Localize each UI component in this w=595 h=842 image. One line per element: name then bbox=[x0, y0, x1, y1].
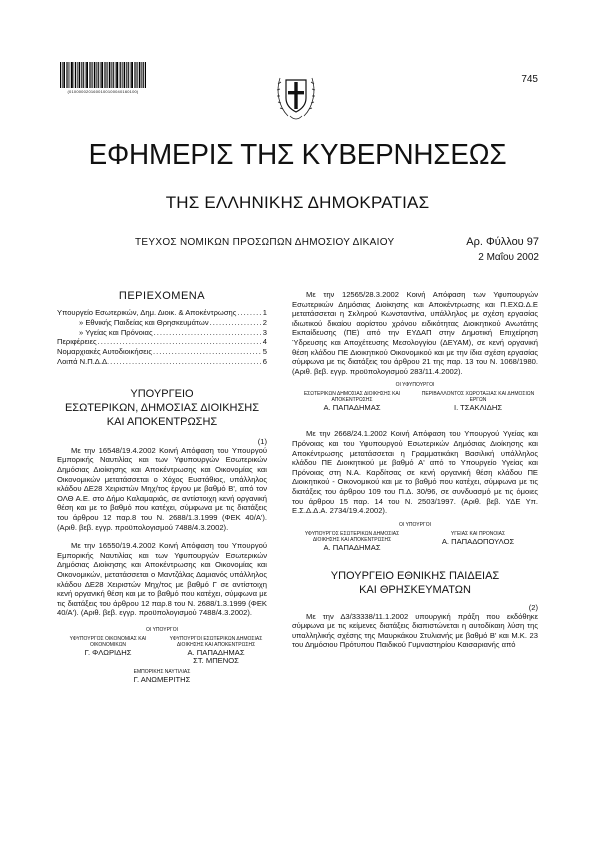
signer-name: Γ. ΑΝΩΜΕΡΙΤΗΣ bbox=[133, 674, 191, 684]
toc-row bbox=[57, 318, 267, 328]
toc-row bbox=[57, 337, 267, 347]
signatures-title: ΟΙ ΥΠΟΥΡΓΟΙ bbox=[146, 626, 178, 633]
section-heading-line: ΚΑΙ ΘΡΗΣΚΕΥΜΑΤΩΝ bbox=[359, 583, 471, 596]
toc-page: 4 bbox=[262, 337, 267, 347]
signer-name: ΣΤ. ΜΠΕΝΟΣ bbox=[193, 655, 239, 665]
toc-page: 1 bbox=[262, 308, 267, 317]
toc-label: » Υγείας και Πρόνοιας bbox=[79, 327, 153, 337]
toc-page: 3 bbox=[262, 327, 267, 337]
toc-list bbox=[57, 308, 267, 367]
section-heading-line: ΚΑΙ ΑΠΟΚΕΝΤΡΩΣΗΣ bbox=[106, 415, 218, 428]
coat-of-arms-icon bbox=[272, 66, 320, 124]
toc-page: 5 bbox=[262, 347, 267, 357]
gazette-subtitle: ΤΗΣ ΕΛΛΗΝΙΚΗΣ ΔΗΜΟΚΡΑΤΙΑΣ bbox=[165, 193, 430, 212]
signatures-block bbox=[292, 531, 538, 553]
signer-name: Α. ΠΑΠΑΔΗΜΑΣ bbox=[323, 542, 381, 552]
decision-paragraph: Με την 16550/19.4.2002 Κοινή Απόφαση του Υπουργού Εμπορικής Ναυτιλίας και των Υφυπουργών Εσωτερικών Δημόσιας Διοίκησης και Αποκέντρωσης και Οικονομίας και Οικονομικών, μετατάσσεται ο Μαντζάλας Δαμιανός υπάλληλος κλάδου ΔΕ28 Χειριστών Μηχ/τος με βαθμό Γ σε αντίστοιχη κενή οργανική θέση και με το βαθμό που κατέχει, σύμφωνα με τις διατάξεις του άρθρου 12 παρ.8 του Ν. 2688/1.3.1999 (ΦΕΚ 40/Α'). (Αριθ. βεβ. εγγρ. προϋπολογισμού 7488/4.3.2002). bbox=[57, 541, 267, 618]
toc-page: 2 bbox=[262, 317, 267, 327]
toc-label: Λοιπά Ν.Π.Δ.Δ. bbox=[57, 356, 110, 366]
section-heading-line: ΥΠΟΥΡΓΕΙΟ bbox=[130, 387, 194, 400]
signer-name: Α. ΠΑΠΑΔΟΠΟΥΛΟΣ bbox=[441, 536, 515, 546]
right-column bbox=[292, 290, 538, 650]
decision-paragraph: Με την 2668/24.1.2002 Κοινή Απόφαση του Υπουργού Υγείας και Πρόνοιας και του Υφυπουργού Εσωτερικών Δημόσιας Διοίκησης και Αποκέντρωσης μετατάσσεται η Γραμματικάκη Βασιλική υπάλληλος κλάδου ΠΕ Διοικητικού με βαθμό Α' από το Υπουργείο Υγείας και Πρόνοιας στη Ν.Α. Καρδίτσας σε κενή οργανική θέση κλάδου ΠΕ Διοικητικού - Οικονομικού και με το βαθμό που κατέχει, σύμφωνα με τις διατάξεις του άρθρου 109 του Π.Δ. 30/96, σε συνδυασμό με τις όμοιες του άρθρου 15 παρ. 14 του Ν. 2503/1997. (Αριθ. βεβ. ΥΔΕ Υπ. Ε.Σ.Δ.Δ.Α. 2734/19.4.2002). bbox=[292, 429, 538, 516]
section-heading bbox=[57, 387, 267, 429]
issue-series: ΤΕΥΧΟΣ ΝΟΜΙΚΩΝ ΠΡΟΣΩΠΩΝ ΔΗΜΟΣΙΟΥ ΔΙΚΑΙΟΥ bbox=[135, 237, 395, 248]
signatures-title: ΟΙ ΥΠΟΥΡΓΟΙ bbox=[399, 521, 431, 528]
section-heading-line: ΥΠΟΥΡΓΕΙΟ ΕΘΝΙΚΗΣ ΠΑΙΔΕΙΑΣ bbox=[330, 569, 500, 582]
gazette-title: ΕΦΗΜΕΡΙΣ ΤΗΣ ΚΥΒΕΡΝΗΣΕΩΣ bbox=[88, 139, 507, 171]
toc-row bbox=[57, 308, 267, 318]
section-heading bbox=[292, 569, 538, 597]
signer-name: Γ. ΦΛΩΡΙΔΗΣ bbox=[84, 647, 132, 657]
signatures-title: ΟΙ ΥΦΥΠΟΥΡΓΟΙ bbox=[395, 382, 435, 389]
toc-row bbox=[57, 357, 267, 367]
item-number: (1) bbox=[257, 436, 267, 446]
issue-date: 2 Μαΐου 2002 bbox=[478, 252, 539, 263]
signer-name: Ι. ΤΣΑΚΛΙΔΗΣ bbox=[453, 403, 503, 413]
signatures-block bbox=[57, 636, 267, 666]
signer-name: Α. ΠΑΠΑΔΗΜΑΣ bbox=[323, 403, 381, 413]
signer-role: ΠΕΡΙΒΑΛΛΟΝΤΟΣ ΧΩΡΟΤΑΞΙΑΣ ΚΑΙ ΔΗΜΟΣΙΩΝ ΕΡΓΩΝ bbox=[421, 391, 535, 404]
toc-heading: ΠΕΡΙΕΧΟΜΕΝΑ bbox=[118, 290, 206, 302]
barcode-number: (0100000201600100100040160100) bbox=[67, 89, 139, 94]
barcode bbox=[60, 62, 146, 88]
item-number: (2) bbox=[528, 602, 538, 612]
toc-label: Νομαρχιακές Αυτοδιοικήσεις bbox=[57, 347, 152, 357]
decision-paragraph: Με την 16548/19.4.2002 Κοινή Απόφαση του Υπουργού Εμπορικής Ναυτιλίας και των Υφυπουργών Εσωτερικών Δημόσιας Διοίκησης και Αποκέντρωσης και Οικονομίας και Οικονομικών μετατάσσεται ο Χόχος Ευστάθιος, υπάλληλος κλάδου ΔΕ28 Χειριστών Μηχ/τος έργου με βαθμό Β', από τον ΟΛΘ Α.Ε. στο Δήμο Καλαμαριάς, σε αντίστοιχη κενή οργανική θέση και με το βαθμό που κατέχει, σύμφωνα με τις διατάξεις του άρθρου 12 παρ.8 του Ν. 2688/1.3.1999 (ΦΕΚ 40/Α'). (Αριθ. βεβ. εγγρ. προϋπολογισμού 7488/4.3.2002). bbox=[57, 445, 267, 532]
decision-paragraph: Με την 12565/28.3.2002 Κοινή Απόφαση των Υφυπουργών Εσωτερικών Δημόσιας Διοίκησης και Αποκέντρωσης και Π.ΕΧΩ.Δ.Ε μετατάσσεται η Σκληρού Κωνσταντίνα, υπάλληλος με σχέση εργασίας ιδιωτικού δικαίου αορίστου χρόνου ειδικότητας Διοικητικού Ανωτάτης Εκπαίδευσης (ΠΕ) από την ΕΥΔΑΠ στην Δημοτική Επιχείρηση Ύδρευσης και Αποχέτευσης Μεσολογγίου (ΔΕΥΑΜ), σε κενή οργανική θέση κλάδου ΠΕ Διοικητικού Οικονομικού και με την ίδια σχέση εργασίας σύμφωνα με τις διατάξεις του άρθρου 21 της παρ. 13 του Ν. 1068/1980. (Αριθ. βεβ. εγγρ. προϋπολογισμού 283/11.4.2002). bbox=[292, 290, 538, 376]
toc-row bbox=[57, 328, 267, 338]
toc-label: » Εθνικής Παιδείας και Θρησκευμάτων bbox=[79, 317, 209, 327]
signatures-block bbox=[292, 391, 538, 413]
left-column bbox=[57, 290, 267, 685]
toc-row bbox=[57, 347, 267, 357]
page-number: 745 bbox=[521, 74, 538, 85]
signer-role: ΥΦΥΠΟΥΡΓΟΣ ΟΙΚΟΝΟΜΙΑΣ ΚΑΙ ΟΙΚΟΝΟΜΙΚΩΝ bbox=[69, 635, 147, 648]
issue-sheet-number: Αρ. Φύλλου 97 bbox=[466, 236, 539, 248]
signer-role: ΕΜΠΟΡΙΚΗΣ ΝΑΥΤΙΛΙΑΣ bbox=[133, 668, 191, 675]
signer-role: ΥΦΥΠΟΥΡΓΟΙ ΕΣΩΤΕΡΙΚΩΝ ΔΗΜΟΣΙΑΣ ΔΙΟΙΚΗΣΗΣ ΚΑΙ ΑΠΟΚΕΝΤΡΩΣΗΣ bbox=[169, 635, 263, 648]
toc-label: Περιφέρειες bbox=[57, 337, 97, 347]
signer-name: Α. ΠΑΠΑΔΗΜΑΣ bbox=[187, 647, 245, 657]
signer-role: ΥΓΕΙΑΣ ΚΑΙ ΠΡΟΝΟΙΑΣ bbox=[450, 530, 506, 537]
decision-paragraph: Με την Δ3/33338/11.1.2002 υπουργική πράξη που εκδόθηκε σύμφωνα με τις κείμενες διατάξεις διαπιστώνεται η αυτοδίκαιη λύση της υπαλληλικής σχέσης της Μαυρκάκου Στυλιανής με βαθμό Β' και Μ.Κ. 23 του Δημόσιου Πρότυπου Παιδικού Γυμναστηρίου Καισαριανής από bbox=[292, 611, 538, 650]
section-heading-line: ΕΣΩΤΕΡΙΚΩΝ, ΔΗΜΟΣΙΑΣ ΔΙΟΙΚΗΣΗΣ bbox=[64, 401, 260, 414]
toc-label: Υπουργείο Εσωτερικών, Δημ. Διοικ. & Αποκέντρωσης bbox=[57, 308, 237, 317]
toc-page: 6 bbox=[262, 356, 267, 366]
signer-role: ΕΣΩΤΕΡΙΚΩΝ ΔΗΜΟΣΙΑΣ ΔΙΟΙΚΗΣΗΣ ΚΑΙ ΑΠΟΚΕΝΤΡΩΣΗΣ bbox=[303, 391, 401, 404]
signer-role: ΥΦΥΠΟΥΡΓΟΣ ΕΣΩΤΕΡΙΚΩΝ ΔΗΜΟΣΙΑΣ ΔΙΟΙΚΗΣΗΣ ΚΑΙ ΑΠΟΚΕΝΤΡΩΣΗΣ bbox=[304, 530, 400, 543]
